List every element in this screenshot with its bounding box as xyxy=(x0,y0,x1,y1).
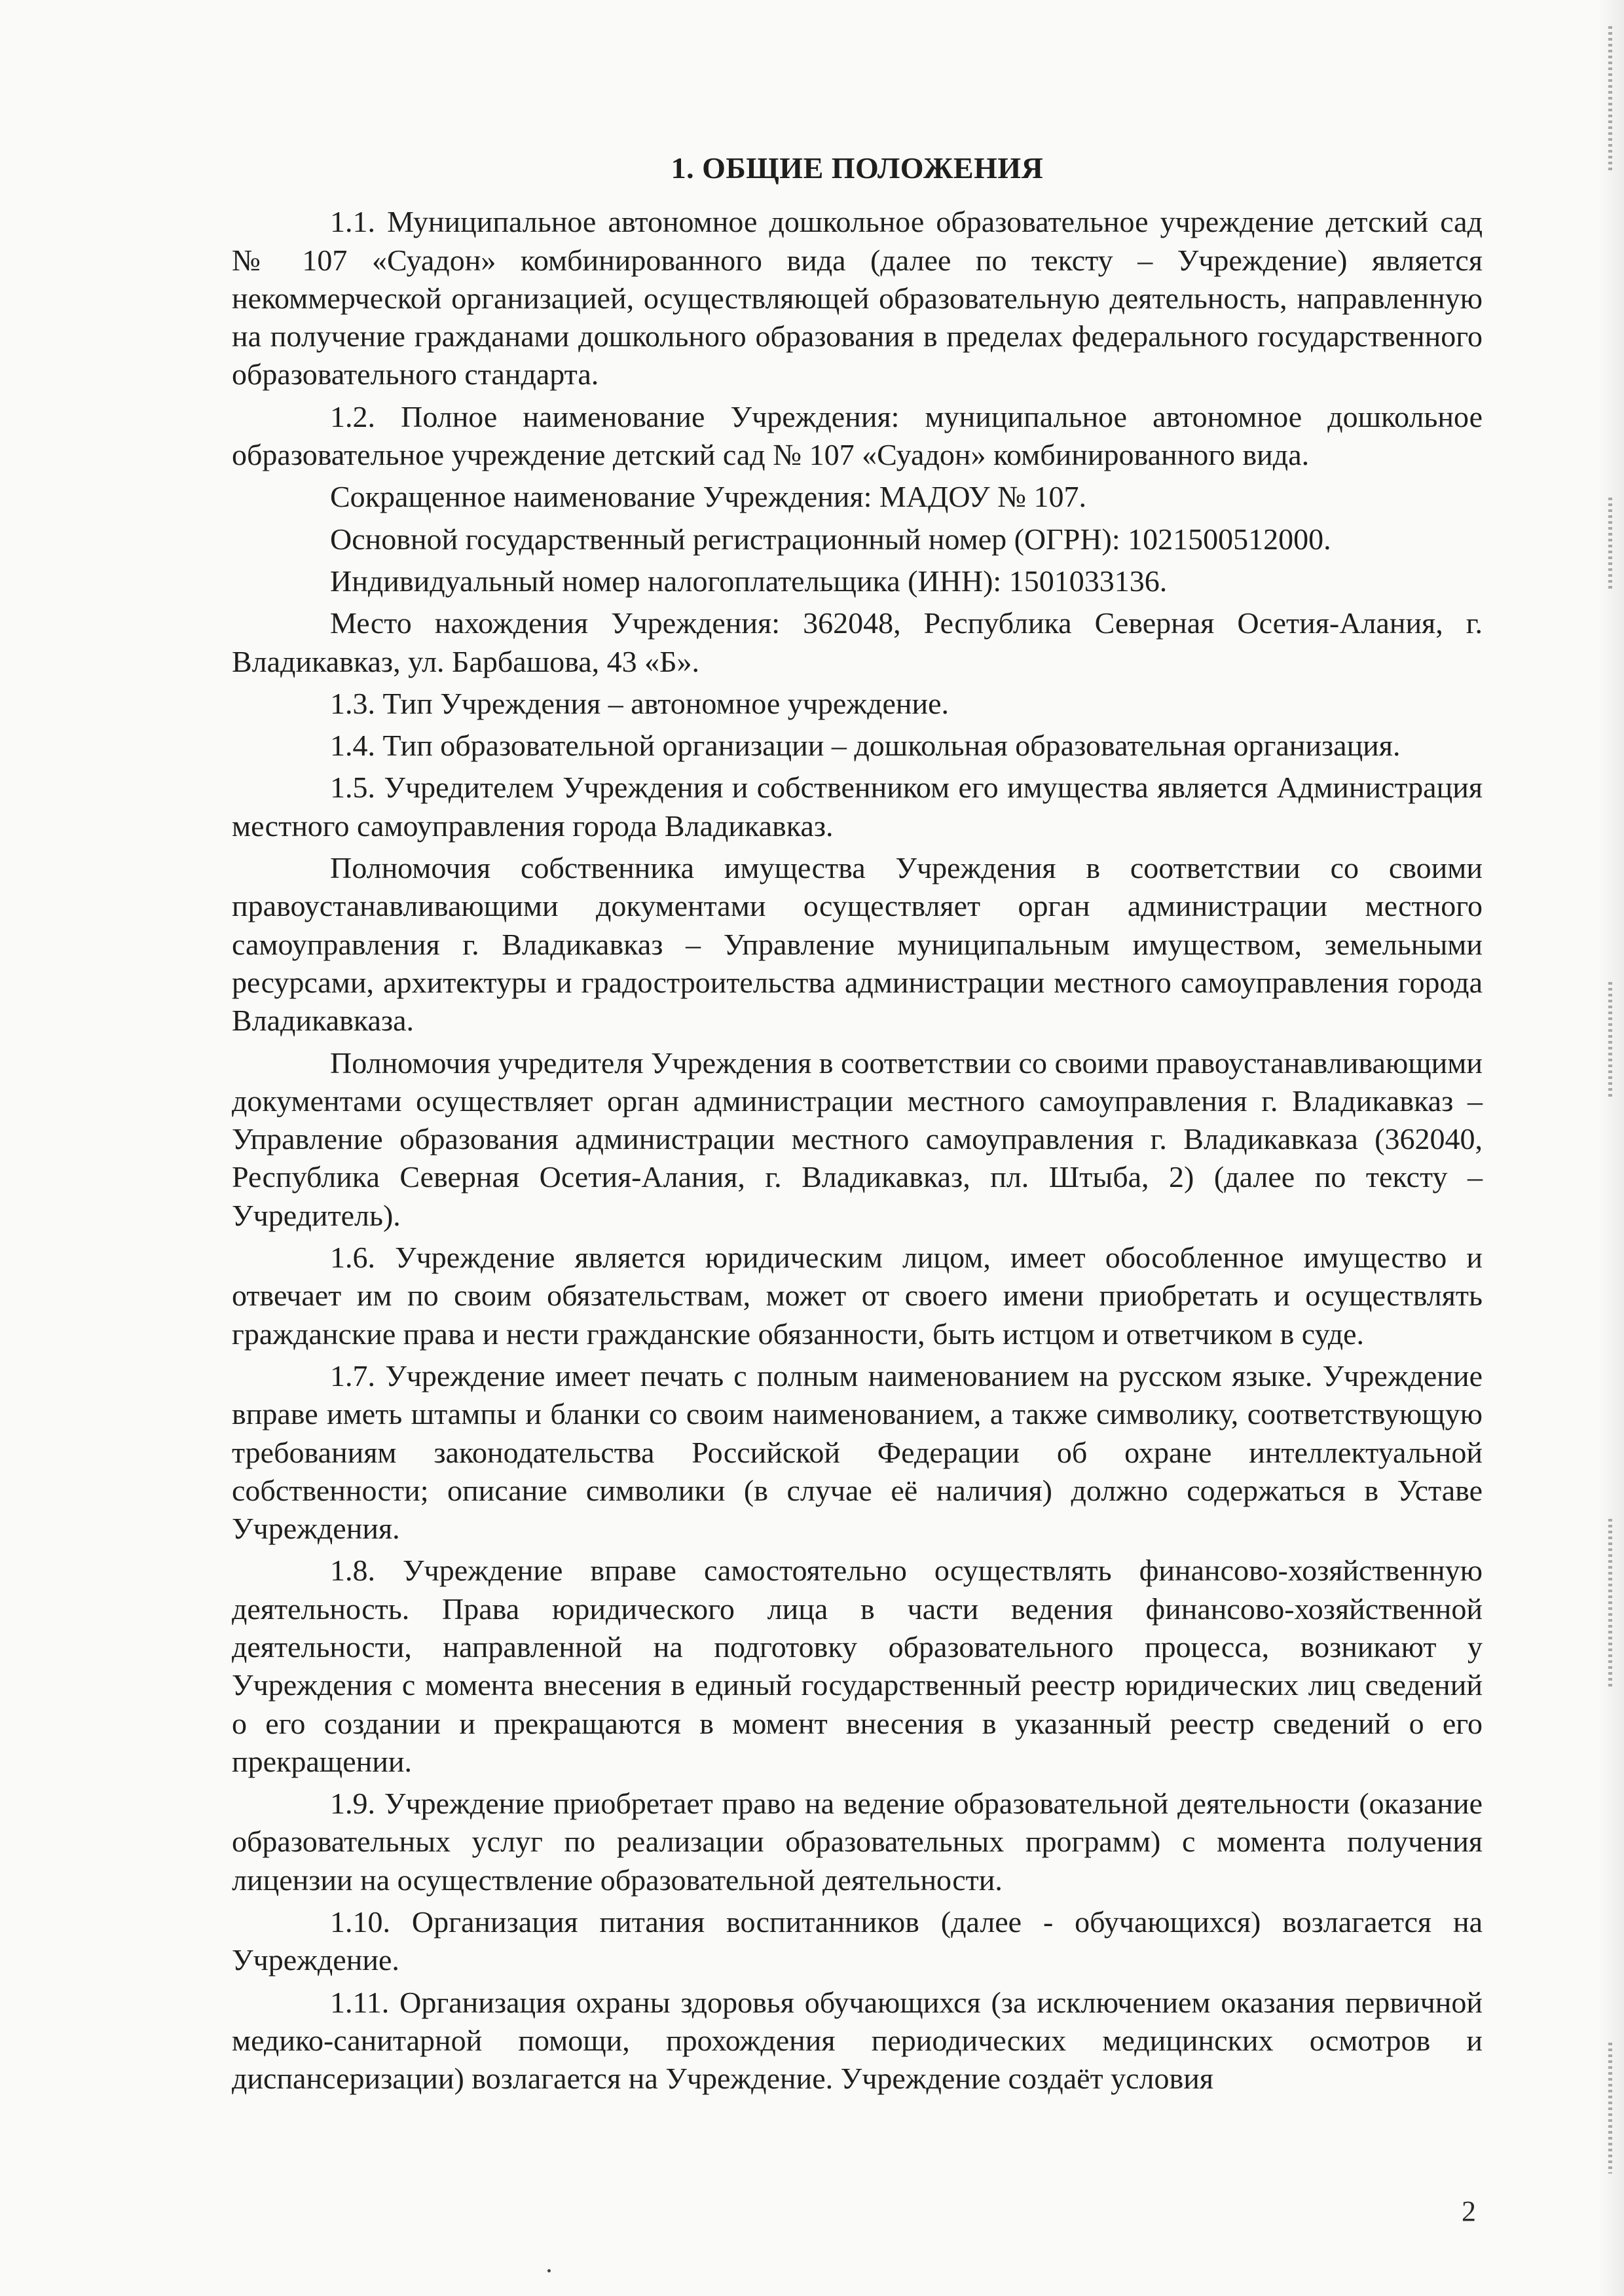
paragraph-1-11: 1.11. Организация охраны здоровья обучающихся (за исключением оказания первичной медико-санитарной помощи, прохождения периодических медицинских осмотров и диспансеризации) возлагается на Учреждение. Учреждение создаёт условия xyxy=(232,1985,1483,2096)
scan-artifact xyxy=(1608,2043,1612,2174)
scan-artifact xyxy=(1608,498,1612,589)
scan-edge-shadow xyxy=(1598,0,1624,2296)
paragraph-1-2: 1.2. Полное наименование Учреждения: муниципальное автономное дошкольное образовательное учреждение детский сад № 107 «Суадон» комбинированного вида. xyxy=(232,399,1483,472)
section-heading: 1. ОБЩИЕ ПОЛОЖЕНИЯ xyxy=(671,151,1044,185)
scan-artifact xyxy=(1608,1519,1612,1689)
paragraph-1-1: 1.1. Муниципальное автономное дошкольное образовательное учреждение детский сад № 107 «Суадон» комбинированного вида (далее по тексту – Учреждение) является некоммерческой организацией, осуществляющей образовательную деятельность, направленную на получение гражданами дошкольного образования в пределах федерального государственного образовательного стандарта. xyxy=(232,205,1483,392)
paragraph-1-8: 1.8. Учреждение вправе самостоятельно осуществлять финансово-хозяйственную деятельность. Права юридического лица в части ведения финансово-хозяйственной деятельности, направленной на подготовку образовательного процесса, возникают у Учреждения с момента внесения в единый государственный реестр юридических лиц сведений о его создании и прекращаются в момент внесения в указанный реестр сведений о его прекращении. xyxy=(232,1554,1483,1778)
scan-artifact xyxy=(1608,982,1612,1100)
paragraph-1-7: 1.7. Учреждение имеет печать с полным наименованием на русском языке. Учреждение вправе иметь штампы и бланки со своим наименованием, а также символику, соответствующую требованиям законодательства Российской Федерации об охране интеллектуальной собственности; описание символики (в случае её наличия) должно содержаться в Уставе Учреждения. xyxy=(232,1358,1483,1546)
page-number: 2 xyxy=(1462,2195,1476,2227)
paragraph-founder-powers: Полномочия учредителя Учреждения в соответствии со своими правоустанавливающими документами осуществляет орган администрации местного самоуправления г. Владикавказ – Управление образования администрации местного самоуправления г. Владикавказа (362040, Республика Северная Осетия-Алания, г. Владикавказ, пл. Штыба, 2) (далее по тексту – Учредитель). xyxy=(232,1046,1483,1232)
paragraph-1-10: 1.10. Организация питания воспитанников (далее - обучающихся) возлагается на Учреждение. xyxy=(232,1905,1483,1977)
paragraph-1-5: 1.5. Учредителем Учреждения и собственником его имущества является Администрация местного самоуправления города Владикавказ. xyxy=(232,771,1483,843)
paragraph-1-6: 1.6. Учреждение является юридическим лицом, имеет обособленное имущество и отвечает им по своим обязательствам, может от своего имени приобретать и осуществлять гражданские права и нести гражданские обязанности, быть истцом и ответчиком в суде. xyxy=(232,1241,1483,1351)
paragraph-1-4: 1.4. Тип образовательной организации – дошкольная образовательная организация. xyxy=(330,729,1401,763)
scan-dot xyxy=(547,2269,551,2272)
paragraph-ogrn: Основной государственный регистрационный номер (ОГРН): 1021500512000. xyxy=(330,522,1331,556)
paragraph-inn: Индивидуальный номер налогоплательщика (ИНН): 1501033136. xyxy=(330,564,1168,598)
paragraph-1-3: 1.3. Тип Учреждения – автономное учреждение. xyxy=(330,686,950,720)
paragraph-1-9: 1.9. Учреждение приобретает право на ведение образовательной деятельности (оказание образовательных услуг по реализации образовательных программ) с момента получения лицензии на осуществление образовательной деятельности. xyxy=(232,1787,1483,1897)
scan-artifact xyxy=(1608,26,1612,170)
document-body xyxy=(232,149,1483,2102)
paragraph-short-name: Сокращенное наименование Учреждения: МАДОУ № 107. xyxy=(330,480,1086,514)
paragraph-owner-powers: Полномочия собственника имущества Учреждения в соответствии со своими правоустанавливающими документами осуществляет орган администрации местного самоуправления г. Владикавказ – Управление муниципальным имуществом, земельными ресурсами, архитектуры и градостроительства администрации местного самоуправления города Владикавказа. xyxy=(232,851,1483,1038)
paragraph-location: Место нахождения Учреждения: 362048, Республика Северная Осетия-Алания, г. Владикавказ, ул. Барбашова, 43 «Б». xyxy=(232,606,1483,678)
